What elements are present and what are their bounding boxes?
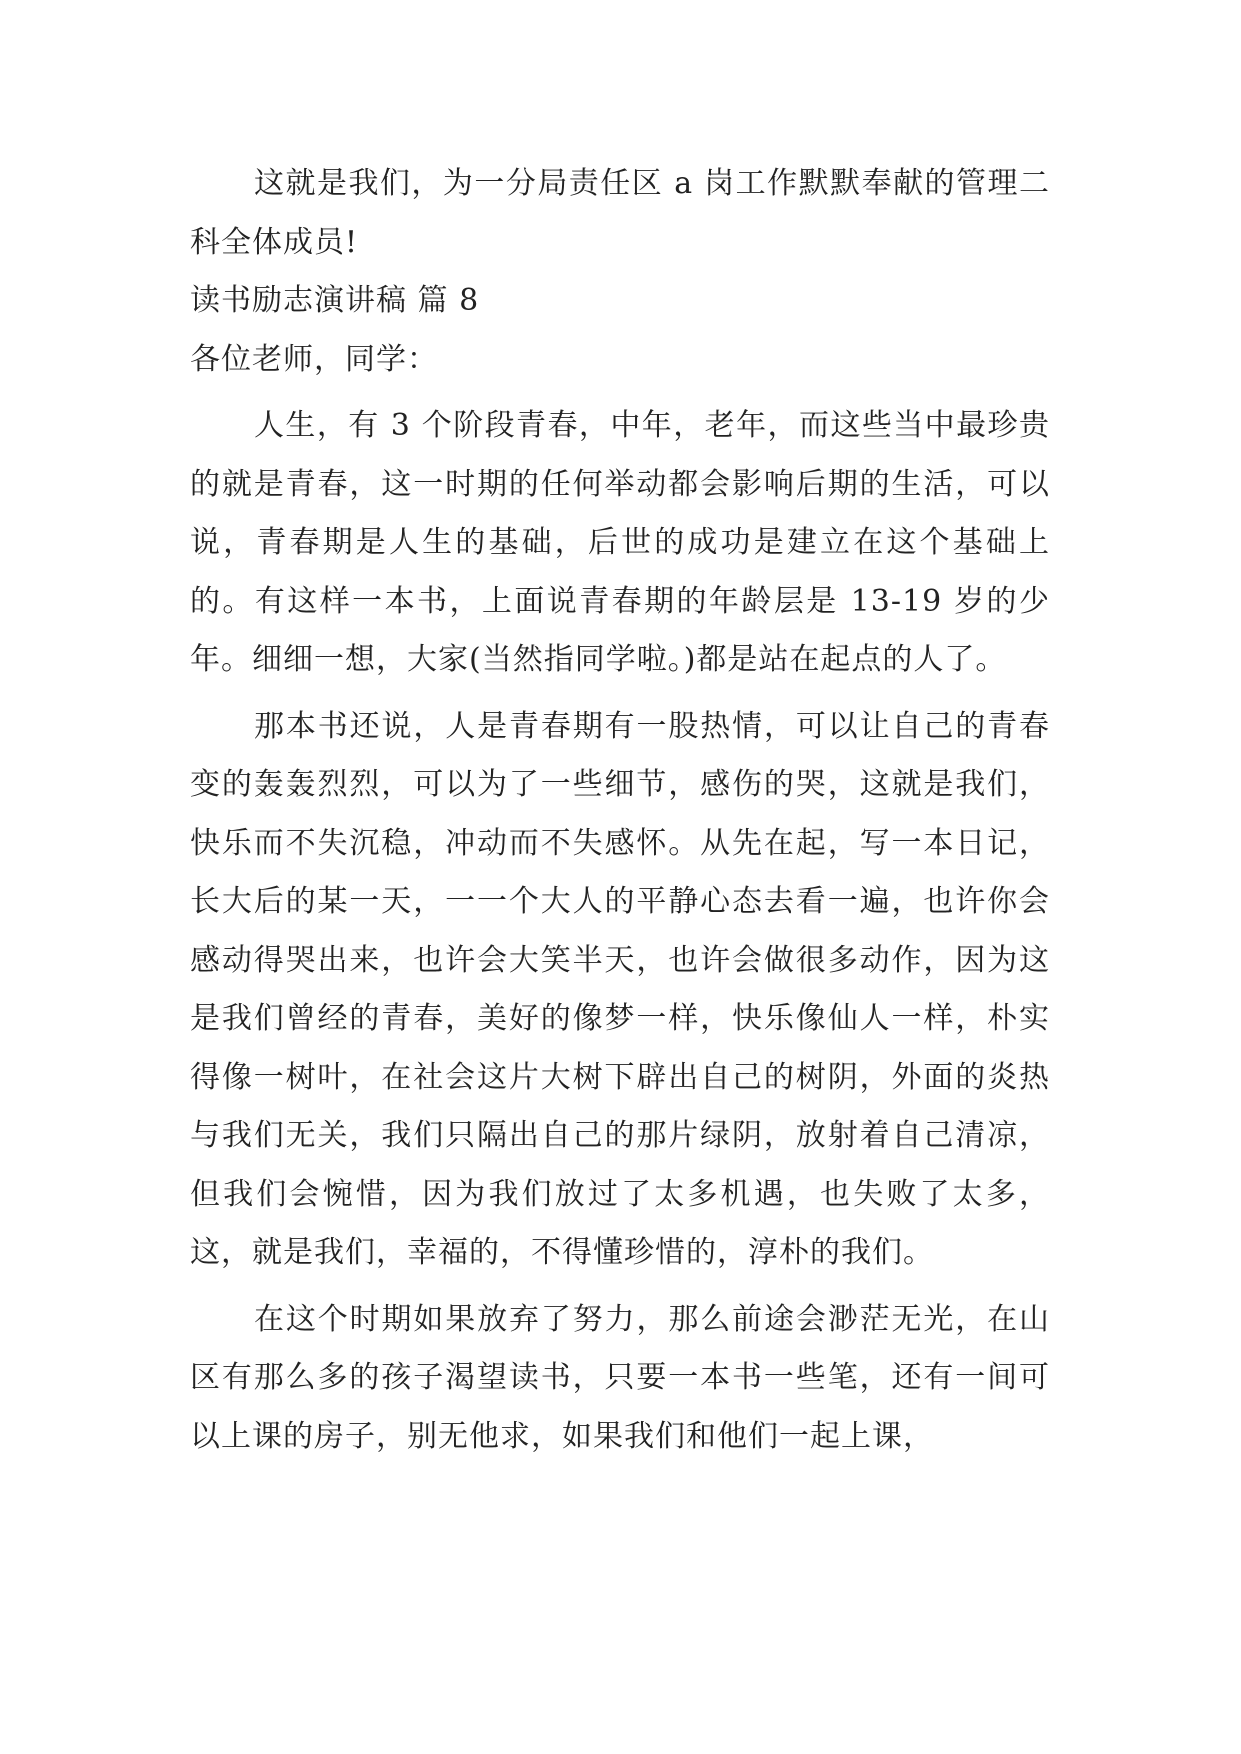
body-paragraph: 在这个时期如果放弃了努力，那么前途会渺茫无光，在山区有那么多的孩子渴望读书，只要一本书一些笔，还有一间可以上课的房子，别无他求，如果我们和他们一起上课，	[190, 1301, 1050, 1454]
speech-heading: 读书励志演讲稿 篇 8	[190, 283, 480, 318]
salutation: 各位老师，同学：	[190, 341, 438, 377]
document-page	[190, 155, 1050, 1466]
closing-paragraph: 这就是我们，为一分局责任区 a 岗工作默默奉献的管理二科全体成员!	[190, 166, 1050, 260]
body-paragraph: 人生，有 3 个阶段青春，中年，老年，而这些当中最珍贵的就是青春，这一时期的任何举动都会影响后期的生活，可以说，青春期是人生的基础，后世的成功是建立在这个基础上的。有这样一本书，上面说青春期的年龄层是 13-19 岁的少年。细细一想，大家(当然指同学啦。)都是站在起点的人了。	[190, 408, 1050, 677]
body-paragraph: 那本书还说，人是青春期有一股热情，可以让自己的青春变的轰轰烈烈，可以为了一些细节，感伤的哭，这就是我们，快乐而不失沉稳，冲动而不失感怀。从先在起，写一本日记，长大后的某一天，一一个大人的平静心态去看一遍，也许你会感动得哭出来，也许会大笑半天，也许会做很多动作，因为这是我们曾经的青春，美好的像梦一样，快乐像仙人一样，朴实得像一树叶，在社会这片大树下辟出自己的树阴，外面的炎热与我们无关，我们只隔出自己的那片绿阴，放射着自己清凉，但我们会惋惜，因为我们放过了太多机遇，也失败了太多，这，就是我们，幸福的，不得懂珍惜的，淳朴的我们。	[190, 708, 1050, 1270]
